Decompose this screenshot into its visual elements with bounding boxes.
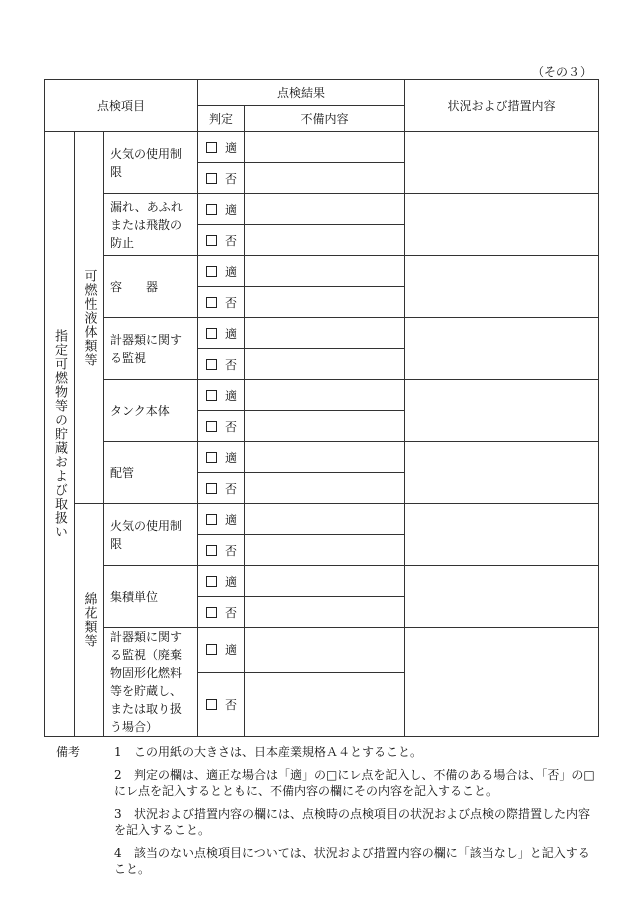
- note-item: [114, 744, 596, 761]
- group-label: 綿花類等: [81, 592, 97, 648]
- status-cell[interactable]: [405, 318, 599, 380]
- checkbox-icon[interactable]: [206, 576, 217, 587]
- group-label: 可燃性液体類等: [81, 268, 97, 367]
- defect-cell[interactable]: [245, 163, 405, 194]
- category-label: 指定可燃物等の貯蔵および取扱い: [52, 329, 67, 539]
- item-label: 計器類に関する監視: [104, 318, 198, 380]
- judge-ng-cell[interactable]: [198, 672, 245, 736]
- notes-title: 備考: [56, 745, 81, 759]
- status-cell[interactable]: [405, 256, 599, 318]
- judge-ok-cell[interactable]: [198, 504, 245, 535]
- judge-ok-cell[interactable]: [198, 132, 245, 163]
- item-label: 火気の使用制限: [104, 132, 198, 194]
- checkbox-icon[interactable]: [206, 545, 217, 556]
- judge-ok-label: 適: [225, 574, 238, 589]
- defect-cell[interactable]: [245, 318, 405, 349]
- status-cell[interactable]: [405, 628, 599, 737]
- judge-ng-label: 否: [225, 481, 238, 496]
- note-text: 状況および措置内容の欄には、点検時の点検項目の状況および点検の際措置した内容を記入すること。: [114, 806, 591, 837]
- header-defect-content: 不備内容: [245, 106, 405, 132]
- judge-ng-cell[interactable]: [198, 411, 245, 442]
- judge-ng-cell[interactable]: [198, 535, 245, 566]
- group-cell-1: [75, 132, 104, 504]
- defect-cell[interactable]: [245, 225, 405, 256]
- checkbox-icon[interactable]: [206, 607, 217, 618]
- checkbox-icon[interactable]: [206, 390, 217, 401]
- defect-cell[interactable]: [245, 566, 405, 597]
- judge-ng-cell[interactable]: [198, 473, 245, 504]
- judge-ok-label: 適: [225, 326, 238, 341]
- defect-cell[interactable]: [245, 535, 405, 566]
- note-number: 4: [114, 845, 122, 860]
- header-inspection-result: 点検結果: [198, 80, 405, 106]
- defect-cell[interactable]: [245, 349, 405, 380]
- item-label: 集積単位: [104, 566, 198, 628]
- checkbox-icon[interactable]: [206, 699, 217, 710]
- checkbox-icon[interactable]: [206, 204, 217, 215]
- note-item: [114, 845, 596, 878]
- judge-ng-label: 否: [225, 697, 238, 712]
- header-judgement: 判定: [198, 106, 245, 132]
- judge-ok-cell[interactable]: [198, 256, 245, 287]
- checkbox-icon[interactable]: [206, 297, 217, 308]
- defect-cell[interactable]: [245, 256, 405, 287]
- defect-cell[interactable]: [245, 597, 405, 628]
- judge-ng-label: 否: [225, 233, 238, 248]
- status-cell[interactable]: [405, 380, 599, 442]
- status-cell[interactable]: [405, 194, 599, 256]
- judge-ok-label: 適: [225, 512, 238, 527]
- note-number: 2: [114, 767, 122, 782]
- category-cell: [45, 132, 75, 737]
- checkbox-icon[interactable]: [206, 421, 217, 432]
- judge-ok-cell[interactable]: [198, 442, 245, 473]
- inspection-table: [44, 79, 599, 737]
- checkbox-icon[interactable]: [206, 173, 217, 184]
- notes-section: [56, 744, 596, 878]
- judge-ng-cell[interactable]: [198, 349, 245, 380]
- judge-ng-cell[interactable]: [198, 287, 245, 318]
- judge-ok-label: 適: [225, 264, 238, 279]
- defect-cell[interactable]: [245, 473, 405, 504]
- judge-ng-label: 否: [225, 543, 238, 558]
- judge-ok-cell[interactable]: [198, 194, 245, 225]
- checkbox-icon[interactable]: [206, 235, 217, 246]
- judge-ng-cell[interactable]: [198, 163, 245, 194]
- judge-ok-label: 適: [225, 388, 238, 403]
- checkbox-icon[interactable]: [206, 452, 217, 463]
- defect-cell[interactable]: [245, 132, 405, 163]
- checkbox-icon[interactable]: [206, 483, 217, 494]
- note-item: [114, 767, 596, 800]
- defect-cell[interactable]: [245, 380, 405, 411]
- note-number: 1: [114, 745, 122, 759]
- note-item: [114, 806, 596, 839]
- judge-ok-cell[interactable]: [198, 380, 245, 411]
- header-status-action: 状況および措置内容: [405, 80, 599, 132]
- checkbox-icon[interactable]: [206, 644, 217, 655]
- judge-ok-cell[interactable]: [198, 318, 245, 349]
- judge-ok-cell[interactable]: [198, 628, 245, 673]
- defect-cell[interactable]: [245, 287, 405, 318]
- item-label: 火気の使用制限: [104, 504, 198, 566]
- checkbox-icon[interactable]: [206, 359, 217, 370]
- checkbox-icon[interactable]: [206, 328, 217, 339]
- note-text: 該当のない点検項目については、状況および措置内容の欄に「該当なし」と記入すること。: [114, 845, 590, 876]
- checkbox-icon[interactable]: [206, 514, 217, 525]
- header-inspection-item: 点検項目: [45, 80, 198, 132]
- status-cell[interactable]: [405, 566, 599, 628]
- judge-ok-label: 適: [225, 450, 238, 465]
- defect-cell[interactable]: [245, 628, 405, 673]
- defect-cell[interactable]: [245, 672, 405, 736]
- defect-cell[interactable]: [245, 194, 405, 225]
- judge-ok-label: 適: [225, 643, 238, 658]
- judge-ng-cell[interactable]: [198, 597, 245, 628]
- checkbox-icon[interactable]: [206, 142, 217, 153]
- item-label: 配管: [104, 442, 198, 504]
- judge-ng-cell[interactable]: [198, 225, 245, 256]
- judge-ok-label: 適: [225, 202, 238, 217]
- note-number: 3: [114, 806, 122, 821]
- judge-ng-label: 否: [225, 419, 238, 434]
- status-cell[interactable]: [405, 442, 599, 504]
- judge-ok-label: 適: [225, 140, 238, 155]
- status-cell[interactable]: [405, 132, 599, 194]
- page-number: （その３）: [531, 65, 592, 79]
- defect-cell[interactable]: [245, 504, 405, 535]
- checkbox-icon[interactable]: [206, 266, 217, 277]
- judge-ok-cell[interactable]: [198, 566, 245, 597]
- group-cell-2: [75, 504, 104, 737]
- status-cell[interactable]: [405, 504, 599, 566]
- notes-list: [56, 744, 596, 878]
- item-label: タンク本体: [104, 380, 198, 442]
- defect-cell[interactable]: [245, 411, 405, 442]
- note-text: 判定の欄は、適正な場合は「適」の□にレ点を記入し、不備のある場合は、「否」の□にレ点を記入するとともに、不備内容の欄にその内容を記入すること。: [114, 767, 595, 798]
- judge-ng-label: 否: [225, 605, 238, 620]
- item-label: 容 器: [104, 256, 198, 318]
- item-label: 計器類に関する監視（廃棄物固形化燃料等を貯蔵し、または取り扱う場合）: [104, 628, 198, 737]
- note-text: この用紙の大きさは、日本産業規格Ａ４とすること。: [134, 745, 423, 759]
- judge-ng-label: 否: [225, 295, 238, 310]
- judge-ng-label: 否: [225, 357, 238, 372]
- judge-ng-label: 否: [225, 171, 238, 186]
- item-label: 漏れ、あふれまたは飛散の防止: [104, 194, 198, 256]
- defect-cell[interactable]: [245, 442, 405, 473]
